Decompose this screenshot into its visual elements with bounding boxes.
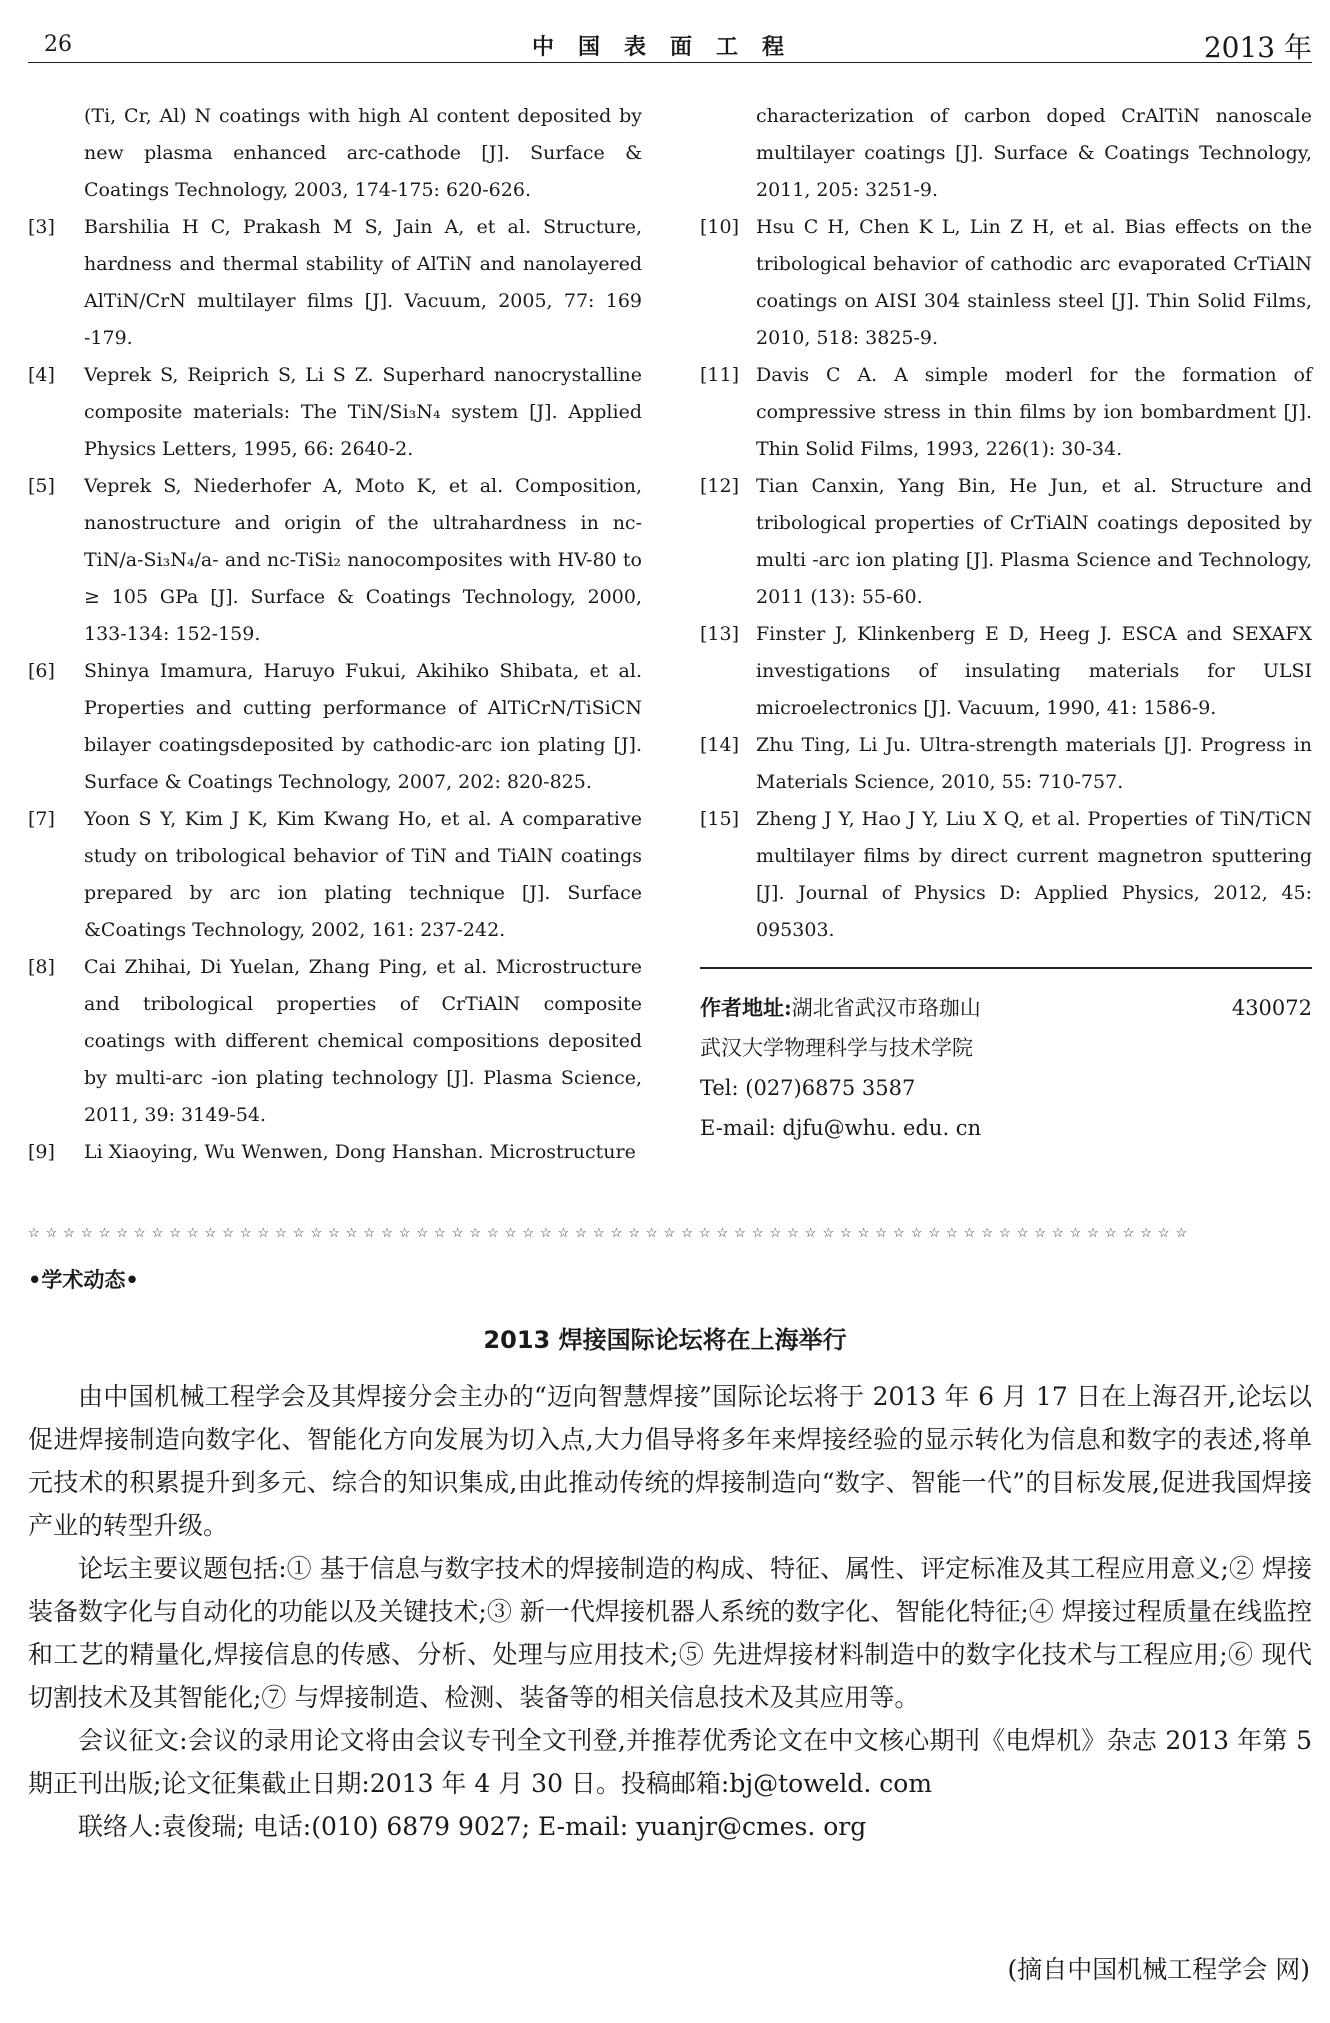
reference-item: [13] Finster J, Klinkenberg E D, Heeg J. ESCA and SEXAFX investigations of insulating materials for ULSI microelectronics [J]. Vacuum, 1990, 41: 1586-9. [700, 623, 1312, 719]
page-number: 26 [44, 32, 72, 57]
news-paragraph: 会议征文:会议的录用论文将由会议专刊全文刊登,并推荐优秀论文在中文核心期刊《电焊机》杂志 2013 年第 5 期正刊出版;论文征集截止日期:2013 年 4 月 30 日。投稿邮箱:bj@toweld. com [28, 1726, 1312, 1798]
reference-item: (Ti, Cr, Al) N coatings with high Al content deposited by new plasma enhanced arc-cathode [J]. Surface & Coatings Technology, 2003, 174-175: 620-626. [84, 105, 642, 201]
institution: 武汉大学物理科学与技术学院 [700, 1036, 973, 1060]
address-label: 作者地址: [700, 995, 792, 1020]
journal-title: 中国表面工程 [531, 34, 808, 60]
reference-item: characterization of carbon doped CrAlTiN nanoscale multilayer coatings [J]. Surface & Coatings Technology, 2011, 205: 3251-9. [756, 105, 1312, 201]
news-paragraph: 由中国机械工程学会及其焊接分会主办的“迈向智慧焊接”国际论坛将于 2013 年 6 月 17 日在上海召开,论坛以促进焊接制造向数字化、智能化方向发展为切入点,大力倡导将多年来焊接经验的显示转化为信息和数字的表述,将单元技术的积累提升到多元、综合的知识集成,由此推动传统的焊接制造向“数字、智能一代”的目标发展,促进我国焊接产业的转型升级。 [28, 1382, 1312, 1540]
reference-item: [3] Barshilia H C, Prakash M S, Jain A, et al. Structure, hardness and thermal stability of AlTiN and nanolayered AlTiN/CrN multilayer films [J]. Vacuum, 2005, 77: 169 -179. [28, 216, 642, 349]
email: E-mail: djfu@whu. edu. cn [700, 1116, 982, 1140]
author-address [700, 988, 1312, 1148]
reference-item: [10] Hsu C H, Chen K L, Lin Z H, et al. Bias effects on the tribological behavior of cathodic arc evaporated CrTiAlN coatings on AISI 304 stainless steel [J]. Thin Solid Films, 2010, 518: 3825-9. [700, 216, 1312, 349]
references-right-column [700, 98, 1312, 949]
news-title: 2013 焊接国际论坛将在上海举行 [483, 1326, 847, 1354]
reference-item: [7] Yoon S Y, Kim J K, Kim Kwang Ho, et al. A comparative study on tribological behavior of TiN and TiAlN coatings prepared by arc ion plating technique [J]. Surface &Coatings Technology, 2002, 161: 237-242. [28, 808, 642, 941]
reference-item: [15] Zheng J Y, Hao J Y, Liu X Q, et al. Properties of TiN/TiCN multilayer films by direct current magnetron sputtering [J]. Journal of Physics D: Applied Physics, 2012, 45: 095303. [700, 808, 1312, 941]
reference-item: [5] Veprek S, Niederhofer A, Moto K, et al. Composition, nanostructure and origin of the ultrahardness in nc-TiN/a-Si₃N₄/a- and nc-TiSi₂ nanocomposites with HV-80 to ≥ 105 GPa [J]. Surface & Coatings Technology, 2000, 133-134: 152-159. [28, 475, 642, 645]
news-paragraph: 论坛主要议题包括:① 基于信息与数字技术的焊接制造的构成、特征、属性、评定标准及其工程应用意义;② 焊接装备数字化与自动化的功能以及关键技术;③ 新一代焊接机器人系统的数字化、智能化特征;④ 焊接过程质量在线监控和工艺的精量化,焊接信息的传感、分析、处理与应用技术;⑤ 先进焊接材料制造中的数字化技术与工程应用;⑥ 现代切割技术及其智能化;⑦ 与焊接制造、检测、装备等的相关信息技术及其应用等。 [28, 1554, 1312, 1712]
reference-item: [14] Zhu Ting, Li Ju. Ultra-strength materials [J]. Progress in Materials Science, 2010, 55: 710-757. [700, 734, 1312, 793]
reference-item: [11] Davis C A. A simple moderl for the formation of compressive stress in thin films by ion bombardment [J]. Thin Solid Films, 1993, 226(1): 30-34. [700, 364, 1312, 460]
section-tag: •学术动态• [28, 1268, 139, 1292]
telephone: Tel: (027)6875 3587 [700, 1076, 916, 1100]
running-header [28, 24, 1312, 64]
references-left-column [28, 98, 642, 1171]
reference-item: [12] Tian Canxin, Yang Bin, He Jun, et al. Structure and tribological properties of CrTiAlN coatings deposited by multi -arc ion plating [J]. Plasma Science and Technology, 2011 (13): 55-60. [700, 475, 1312, 608]
address-text: 湖北省武汉市珞珈山 [791, 996, 981, 1020]
zip-code: 430072 [1231, 996, 1312, 1020]
contact-line: 联络人:袁俊瑞; 电话:(010) 6879 9027; E-mail: yuanjr@cmes. org [78, 1812, 867, 1841]
reference-item: [8] Cai Zhihai, Di Yuelan, Zhang Ping, et al. Microstructure and tribological properties of CrTiAlN composite coatings with different chemical compositions deposited by multi-arc -ion plating technology [J]. Plasma Science, 2011, 39: 3149-54. [28, 956, 642, 1126]
issue-year: 2013 年 [1203, 31, 1312, 64]
reference-item: [6] Shinya Imamura, Haruyo Fukui, Akihiko Shibata, et al. Properties and cutting performance of AlTiCrN/TiSiCN bilayer coatingsdeposited by cathodic-arc ion plating [J]. Surface & Coatings Technology, 2007, 202: 820-825. [28, 660, 642, 793]
address-rule [700, 967, 1312, 969]
news-source: (摘自中国机械工程学会 网) [1007, 1955, 1310, 1984]
reference-item: [4] Veprek S, Reiprich S, Li S Z. Superhard nanocrystalline composite materials: The TiN/Si₃N₄ system [J]. Applied Physics Letters, 1995, 66: 2640-2. [28, 364, 642, 460]
header-rule [28, 62, 1312, 63]
reference-item: [9] Li Xiaoying, Wu Wenwen, Dong Hanshan. Microstructure [28, 1141, 636, 1163]
star-divider: ☆☆☆☆☆☆☆☆☆☆☆☆☆☆☆☆☆☆☆☆☆☆☆☆☆☆☆☆☆☆☆☆☆☆☆☆☆☆☆☆☆☆☆☆☆☆☆☆☆☆☆☆☆☆☆☆☆☆☆☆☆☆☆☆☆☆ [28, 1226, 1194, 1241]
news-body [28, 1375, 1312, 1848]
